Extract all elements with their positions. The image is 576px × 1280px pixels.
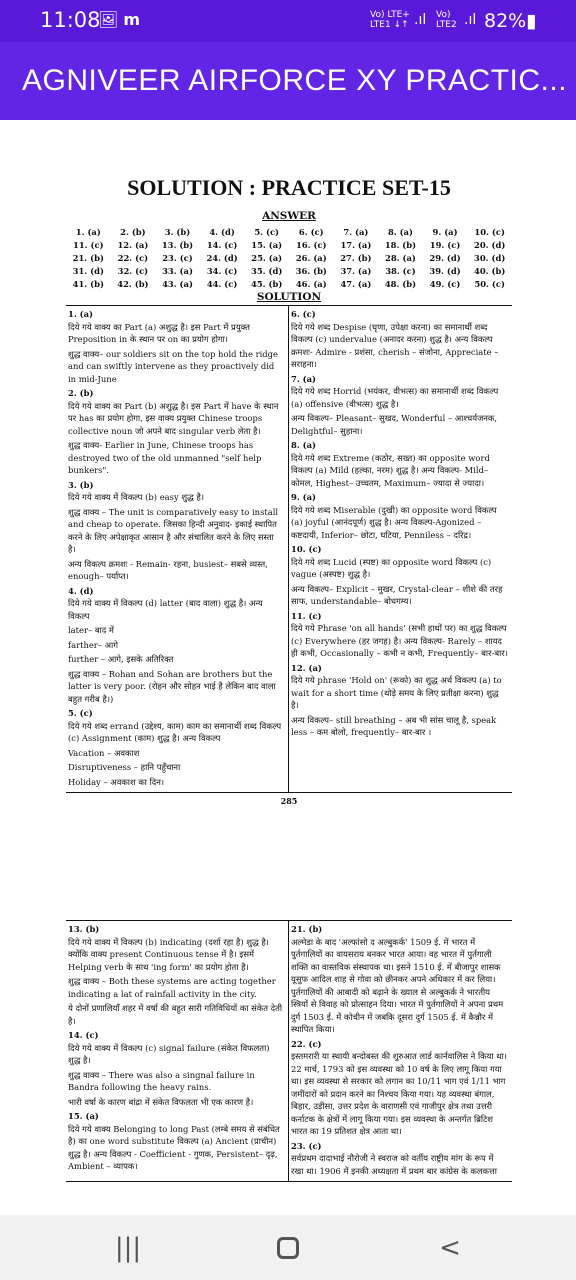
answer-cell: 3. (b): [164, 227, 191, 238]
answer-cell: 29. (d): [429, 253, 461, 264]
question-number: 22. (c): [291, 1038, 322, 1049]
answer-cell: 28. (a): [385, 253, 416, 264]
answer-cell: 1. (a): [75, 227, 101, 238]
answer-cell: 31. (d): [72, 266, 104, 277]
question-number: 4. (d): [68, 585, 94, 596]
sim2-signal-icon: .ıl: [464, 12, 477, 28]
solution-text: शुद्ध वाक्य- Earlier in June, Chinese troops has destroyed two of the old unmanned "self help bunkers".: [68, 440, 262, 475]
answer-row: [66, 239, 512, 252]
question-number: 13. (b): [68, 924, 100, 934]
solution-text: दिये गये शब्द Extreme (कठोर, सख्त) का opposite word विकल्प (a) Mild (हल्का, नरम) शुद्ध है। अन्य विकल्प- Mild– कोमल, Highest– उच्चतम, Maximum– ज्यादा से ज्यादा।: [291, 452, 490, 488]
answer-cell: 44. (c): [206, 279, 238, 290]
solution-text: दिये गये शब्द Despise (घृणा, उपेक्षा करना) का समानार्थी शब्द विकल्प (c) undervalue (अनादर करना) शुद्ध है। अन्य विकल्प क्रमशः- Admire - प्रशंसा, cherish – संजोना, Appreciate – सराहना।: [291, 321, 499, 369]
sim2-network-label: Vo) LTE2: [436, 10, 457, 30]
question-number: 23. (c): [291, 1140, 322, 1151]
app-bar: [0, 42, 576, 120]
solution-text: Disruptiveness – हानि पहुँचाना: [68, 762, 181, 772]
sim1-network-label: Vo) LTE+ LTE1 ↓↑: [370, 10, 410, 30]
answer-row: [66, 252, 512, 265]
answer-cell: 30. (d): [474, 253, 506, 264]
answer-cell: 7. (a): [343, 227, 369, 238]
solution-text: शुद्ध वाक्य – The unit is comparatively easy to install and cheap to operate. जिसका हिन्दी अनुवाद- इकाई स्थापित करने के लिए अपेक्षाकृत आसान है और संचालित करने के लिए सस्ता है।: [68, 506, 279, 554]
solution-columns: [66, 306, 512, 793]
solution-text: Vacation – अवकाश: [68, 747, 140, 758]
answer-cell: 33. (a): [162, 266, 193, 277]
solution-text: Holiday – अवकाश का दिन।: [68, 776, 165, 787]
home-icon: [277, 1237, 299, 1259]
answer-cell: 25. (a): [251, 253, 283, 264]
answer-cell: 21. (b): [72, 253, 104, 264]
solution-text: शुद्ध वाक्य – Both these systems are acting together indicating a lat of rainfall activity in the city.: [68, 976, 276, 999]
answer-cell: 39. (d): [429, 266, 461, 277]
answer-cell: 20. (d): [474, 240, 506, 251]
solution-text: शुद्ध वाक्य– our soldiers sit on the top hold the ridge and can swiftly intervene as they proactively did in mid-June: [68, 348, 278, 384]
recent-apps-icon: |||: [114, 1233, 142, 1263]
question-number: 6. (c): [291, 309, 316, 319]
status-bar: [0, 0, 576, 42]
recent-apps-button[interactable]: [110, 1231, 146, 1265]
solution-text: दिये गये शब्द Miserable (दुखी) का opposite word विकल्प (a) joyful (आनंदपूर्ण) शुद्ध है। अन्य विकल्प-Agonized – कष्टदायी, Inferior– छोटा, घटिया, Penniless – दरिद्र।: [291, 504, 497, 540]
solution-text: अन्य विकल्प– still breathing – अब भी सांस चालू है, speak less – कम बोलो, frequently– बार-बार ।: [291, 714, 497, 737]
solution-text: दिये गये वाक्य में विकल्प (b) indicating (दर्शा रहा है) शुद्ध है। क्योंकि वाक्य present Continuous tense में है। इसमें Helping verb के साथ 'ing form' का प्रयोग होता है।: [68, 936, 269, 972]
page-title: SOLUTION : PRACTICE SET-15: [127, 175, 451, 200]
answer-cell: 49. (c): [429, 279, 461, 290]
question-number: 3. (b): [68, 479, 94, 490]
answer-cell: 35. (d): [251, 266, 283, 277]
back-icon: <: [439, 1233, 461, 1263]
solution-text: अन्य विकल्प– Explicit – मुखर, Crystal-clear – शीशे की तरह साफ, understandable– बोधगम्य।: [291, 583, 503, 606]
solution-text: दिये गये शब्द Horrid (भयंकर, वीभत्स) का समानार्थी शब्द विकल्प (a) offensive (वीभत्स) शुद्ध है।: [291, 386, 499, 409]
solution-text: later– बाद में: [68, 625, 114, 635]
system-nav-bar: [0, 1215, 576, 1280]
solution-text: ये दोनों प्रणालियाँ शहर में वर्षा की बहुत सारी गतिविधियों का संकेत देती है।: [68, 1003, 283, 1026]
question-number: 8. (a): [291, 440, 317, 450]
answer-cell: 46. (a): [295, 279, 327, 290]
answer-table: [66, 226, 512, 291]
answer-row: [66, 265, 512, 278]
answer-cell: 32. (c): [117, 266, 149, 277]
answer-cell: 26. (a): [295, 253, 327, 264]
solution-text: दिये गये वाक्य का Part (b) अशुद्ध है। इस Part में have के स्थान पर has का प्रयोग होगा, इस वाक्य प्रयुक्त Chinese troops collective noun जो अपने बाद singular verb लेता है।: [68, 400, 279, 436]
m-app-icon: m: [123, 10, 140, 29]
question-number: 5. (c): [68, 708, 93, 718]
solution-text: सर्वप्रथम दादाभाई नौरोजी ने स्वराज को वर्तीय राष्ट्रीय मांग के रूप में रखा था। 1906 में इनकी अध्यक्षता में प्रथम बार कांग्रेस के कलकत्ता: [291, 1153, 497, 1176]
answer-cell: 14. (c): [206, 240, 238, 251]
solution-text: दिये गये वाक्य Belonging to long Past (लम्बे समय से संबंधित है) का one word substitute विकल्प (a) Ancient (प्राचीन) शुद्ध है। अन्य विकल्प - Coefficient - गुणक, Persistent– दृढ़, Ambient – व्यापक।: [68, 1123, 280, 1171]
answer-cell: 15. (a): [251, 240, 283, 251]
solution-right-column: [289, 306, 512, 792]
answer-cell: 27. (b): [340, 253, 372, 264]
answer-row: [66, 226, 512, 239]
status-time: 11:08: [40, 8, 101, 32]
answer-cell: 5. (c): [254, 227, 280, 238]
pdf-page-286: [66, 920, 512, 1182]
solution-right-column: [289, 921, 512, 1181]
solution-left-column: [66, 921, 289, 1181]
solution-text: दिये गये शब्द errand (उद्देश्य, काम) काम का समानार्थी शब्द विकल्प (c) Assignment (काम) शुद्ध है। अन्य विकल्प: [68, 720, 282, 743]
answer-cell: 40. (b): [474, 266, 506, 277]
solution-text: further – आगे, इसके अतिरिक्त: [68, 654, 174, 664]
answer-cell: 23. (c): [162, 253, 193, 264]
battery-icon: 82%▮: [484, 10, 537, 32]
answer-cell: 11. (c): [73, 240, 104, 251]
answer-cell: 43. (a): [162, 279, 193, 290]
answer-cell: 6. (c): [298, 227, 324, 238]
solution-text: दिये गये वाक्य में विकल्प (c) signal failure (संकेत विफलता) शुद्ध है।: [68, 1042, 270, 1065]
answer-cell: 48. (b): [384, 279, 417, 290]
solution-text: दिये गये वाक्य का Part (a) अशुद्ध है। इस Part में प्रयुक्त Preposition in के स्थान पर on का प्रयोग होगा।: [68, 321, 250, 344]
solution-text: भारी वर्षा के कारण बांद्रा में संकेत विफलता भी एक कारण है।: [68, 1096, 254, 1107]
answer-cell: 41. (b): [72, 279, 104, 290]
answer-cell: 38. (c): [385, 266, 416, 277]
solution-text: अल्मेडा के बाद 'अल्फांसो द अल्बुकर्क' 1509 ई. में भारत में पुर्तगालियों का वायसराय बनकर भारत आया। वह भारत में पुर्तगाली शक्ति का वास्तविक संस्थापक था। इसने 1510 ई. में बीजापुर शासक यूसुफ आदिल शाह से गोवा को छीनकर अपने अधिकार में कर लिया। पुर्तगालियों की आबादी को बढ़ाने के ख्याल से अल्बुकर्क ने भारतीय स्त्रियों से विवाह को प्रोत्साहन दिया। भारत में पुर्तगालियों ने अपना प्रथम दुर्ग 1503 ई. में कोचीन में जबकि दूसरा दुर्ग 1505 ई. में कैन्नौर में स्थापित किया।: [291, 936, 504, 1034]
question-number: 2. (b): [68, 388, 94, 398]
pdf-viewer[interactable]: [0, 120, 576, 1215]
answer-cell: 13. (b): [161, 240, 194, 251]
answer-cell: 50. (c): [474, 279, 505, 290]
solution-text: अन्य विकल्प क्रमशः - Remain- रहना, busiest– सबसे व्यस्त, enough– पर्याप्त।: [68, 558, 268, 581]
answer-cell: 16. (c): [296, 240, 327, 251]
notification-icons: [98, 10, 145, 29]
answer-row: [66, 278, 512, 291]
solution-columns: [66, 920, 512, 1182]
solution-text: दिये गये वाक्य में विकल्प (b) easy शुद्ध है।: [68, 492, 205, 502]
question-number: 21. (b): [291, 924, 323, 934]
answer-cell: 9. (a): [432, 227, 458, 238]
answer-cell: 34. (c): [206, 266, 238, 277]
answer-cell: 18. (b): [384, 240, 417, 251]
answer-cell: 10. (c): [474, 227, 505, 238]
answer-cell: 45. (b): [251, 279, 283, 290]
answer-heading: ANSWER: [262, 210, 316, 222]
solution-left-column: [66, 306, 289, 792]
answer-cell: 22. (c): [117, 253, 149, 264]
answer-cell: 42. (b): [117, 279, 149, 290]
solution-text: दिये गये Phrase 'on all hands' (सभी हाथों पर) का शुद्ध विकल्प (c) Everywhere (हर जगह) है। अन्य विकल्प- Rarely – शायद ही कभी, Occasionally – कभी न कभी, Frequently– बार-बार।: [291, 623, 508, 658]
pdf-page-285: [66, 174, 512, 808]
answer-cell: 47. (a): [340, 279, 372, 290]
answer-cell: 12. (a): [117, 240, 149, 251]
solution-text: अन्य विकल्प– Pleasant– सुखद, Wonderful – आश्चर्यजनक, Delightful– सुहाना।: [291, 413, 498, 436]
solution-text: शुद्ध वाक्य – Rohan and Sohan are brothers but the latter is very poor. (रोहन और सोहन भाई है लेकिन बाद वाला बहुत गरीब है।): [68, 668, 276, 704]
question-number: 7. (a): [291, 373, 317, 384]
question-number: 10. (c): [291, 544, 322, 554]
back-button[interactable]: [432, 1231, 468, 1265]
solution-text: दिये गये phrase 'Hold on' (रूको) का शुद्ध अर्थ विकल्प (a) to wait for a short time (थोड़े समय के लिए प्रतीक्षा करना) शुद्ध है।: [291, 675, 502, 710]
answer-cell: 8. (a): [387, 227, 413, 238]
sim1-signal-icon: .ıl: [414, 12, 427, 28]
answer-cell: 24. (d): [206, 253, 238, 264]
solution-heading: SOLUTION: [66, 291, 512, 306]
answer-cell: 37. (a): [340, 266, 372, 277]
question-number: 15. (a): [68, 1111, 99, 1121]
answer-cell: 19. (c): [429, 240, 461, 251]
solution-text: दिये गये शब्द Lucid (स्पष्ट) का opposite word विकल्प (c) vague (अस्पष्ट) शुद्ध है।: [291, 556, 492, 579]
question-number: 1. (a): [68, 309, 94, 319]
question-number: 14. (c): [68, 1030, 99, 1040]
question-number: 9. (a): [291, 492, 317, 502]
answer-cell: 4. (d): [209, 227, 235, 238]
question-number: 12. (a): [291, 662, 322, 673]
gallery-icon: 🖼: [98, 10, 119, 29]
answer-cell: 36. (b): [295, 266, 327, 277]
question-number: 11. (c): [291, 610, 322, 621]
solution-text: farther– आगे: [68, 639, 118, 650]
page-number: 285: [280, 796, 298, 806]
home-button[interactable]: [270, 1231, 306, 1265]
solution-text: इस्तमरारी या स्थायी बन्दोबस्त की शुरुआत लार्ड कार्नवालिस ने किया था। 22 मार्च, 1793 को इस व्यवस्था को 10 वर्ष के लिए लागू किया गया था। इस व्यवस्था से सरकार को लगान का 10/11 भाग एवं 1/11 भाग जमींदारों को प्रदान करने का निश्चय किया गया। यह व्यवस्था बंगाल, बिहार, उड़ीसा, उत्तर प्रदेश के वाराणसी एवं गाजीपुर क्षेत्र तथा उत्तरी कर्नाटक के क्षेत्रों में लागू किया गया। इस व्यवस्था के अन्तर्गत ब्रिटिश भारत का 19 प्रतिशत क्षेत्र आता था।: [291, 1051, 507, 1136]
solution-text: शुद्ध वाक्य – There was also a singnal failure in Bandra following the heavy rains.: [68, 1069, 255, 1092]
answer-cell: 2. (b): [120, 227, 146, 238]
answer-cell: 17. (a): [340, 240, 372, 251]
app-title: AGNIVEER AIRFORCE XY PRACTIC...: [22, 64, 568, 97]
solution-text: दिये गये वाक्य में विकल्प (d) latter (बाद वाला) शुद्ध है। अन्य विकल्प: [68, 598, 263, 621]
